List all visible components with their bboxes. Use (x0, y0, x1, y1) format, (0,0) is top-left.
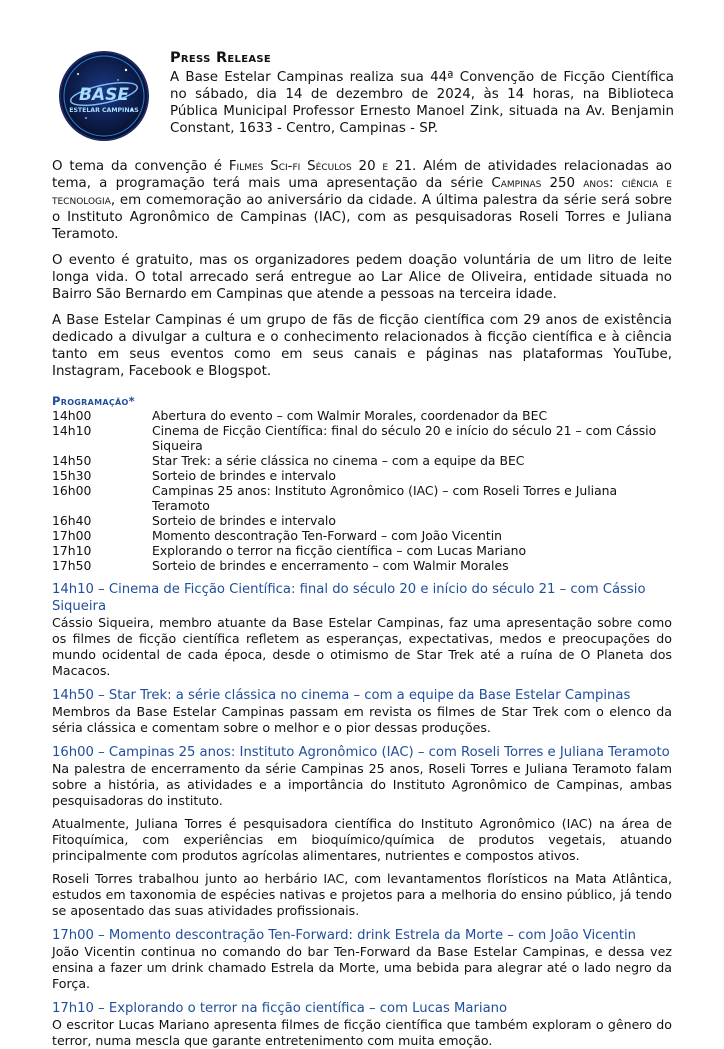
about-paragraph: A Base Estelar Campinas é um grupo de fãs de ficção científica com 29 anos de existência dedicado a divulgar a cultura e o conhecimento relacionados à ficção científica e à ciência tanto em seus eventos como em seus canais e páginas nas plataformas YouTube, Instagram, Facebook e Blogspot. (52, 313, 672, 379)
section-title: 14h50 – Star Trek: a série clássica no cinema – com a equipe da Base Estelar Campinas (52, 688, 631, 703)
section-body: O escritor Lucas Mariano apresenta filmes de ficção científica que também exploram o gênero do terror, numa mescla que garante entretenimento com muita emoção. (52, 1017, 672, 1048)
logo-text-top: BASE (79, 85, 129, 105)
header-text (170, 50, 674, 137)
program-section (52, 927, 672, 992)
header (52, 50, 672, 158)
section-title: 16h00 – Campinas 25 anos: Instituto Agronômico (IAC) – com Roseli Torres e Juliana Teramoto (52, 745, 670, 760)
program-title: Programação* (52, 394, 135, 408)
theme-text-a: O tema da convenção é (52, 159, 229, 174)
program-section (52, 687, 672, 736)
program-time: 14h50 (52, 453, 92, 468)
program-section (52, 581, 672, 679)
program-time: 16h40 (52, 513, 92, 528)
program-row (52, 513, 672, 528)
section-title: 14h10 – Cinema de Ficção Científica: final do século 20 e início do século 21 – com Cássio Siqueira (52, 582, 646, 614)
theme-name: Filmes Sci-fi Séculos 20 e 21 (228, 159, 412, 174)
theme-paragraph (52, 158, 672, 243)
program-time: 17h10 (52, 543, 92, 558)
section-body: João Vicentin continua no comando do bar Ten-Forward da Base Estelar Campinas, e dessa vez ensina a fazer um drink chamado Estrela da Morte, uma bebida para alegrar até o lado negro da Força. (52, 944, 672, 991)
intro-paragraph: A Base Estelar Campinas realiza sua 44ª Convenção de Ficção Científica no sábado, dia 14 de dezembro de 2024, às 14 horas, na Biblioteca Pública Municipal Professor Ernesto Manoel Zink, situada na Av. Benjamin Constant, 1633 - Centro, Campinas - SP. (170, 70, 674, 136)
program-description: Cinema de Ficção Científica: final do século 20 e início do século 21 – com Cássio Siqueira (152, 423, 657, 453)
sections (52, 581, 672, 1049)
program-time: 14h10 (52, 423, 92, 438)
program-row (52, 528, 672, 543)
program-description: Campinas 25 anos: Instituto Agronômico (IAC) – com Roseli Torres e Juliana Teramoto (152, 483, 618, 513)
program-time: 16h00 (52, 483, 92, 498)
program-row (52, 408, 672, 423)
series-name: Campinas 250 anos: ciência e tecnologia (52, 176, 672, 208)
donation-paragraph: O evento é gratuito, mas os organizadores pedem doação voluntária de um litro de leite longa vida. O total arrecado será entregue ao Lar Alice de Oliveira, entidade situada no Bairro São Bernardo em Campinas que atende a pessoas na terceira idade. (52, 253, 672, 302)
press-release-title: Press Release (170, 50, 272, 66)
program-row (52, 543, 672, 558)
program-time: 17h00 (52, 528, 92, 543)
logo-graphic (58, 50, 150, 142)
logo-text-bottom: ESTELAR CAMPINAS (69, 107, 139, 114)
section-body: Atualmente, Juliana Torres é pesquisadora científica do Instituto Agronômico (IAC) na área de Fitoquímica, com experiências em bioquímico/química de produtos vegetais, atuando principalmente com produtos agrícolas alimentares, nutrientes e compostos ativos. (52, 816, 672, 863)
section-body: Membros da Base Estelar Campinas passam em revista os filmes de Star Trek com o elenco da séria clássica e comentam sobre o melhor e o pior dessas produções. (52, 704, 672, 735)
program-time: 15h30 (52, 468, 92, 483)
section-body: Na palestra de encerramento da série Campinas 25 anos, Roseli Torres e Juliana Teramoto falam sobre a história, as atividades e a importância do Instituto Agronômico de Campinas, ambas pesquisadoras do instituto. (52, 761, 672, 808)
program-description: Sorteio de brindes e intervalo (152, 513, 336, 528)
program-description: Explorando o terror na ficção científica – com Lucas Mariano (152, 543, 527, 558)
program-description: Sorteio de brindes e encerramento – com Walmir Morales (152, 558, 509, 573)
program-row (52, 423, 672, 453)
program-description: Abertura do evento – com Walmir Morales, coordenador da BEC (152, 408, 548, 423)
program-time: 14h00 (52, 408, 92, 423)
program-description: Star Trek: a série clássica no cinema – com a equipe da BEC (152, 453, 525, 468)
program-table (52, 408, 672, 573)
section-body: Roseli Torres trabalhou junto ao herbário IAC, com levantamentos florísticos na Mata Atlântica, estudos em taxonomia de espécies nativas e projetos para a melhoria do ensino público, já tendo se aposentado das suas atividades profissionais. (52, 871, 672, 918)
section-title: 17h00 – Momento descontração Ten-Forward: drink Estrela da Morte – com João Vicentin (52, 928, 637, 943)
theme-text-b: . Além de atividades relacionadas ao tema, a programação terá mais uma apresentação da série (52, 159, 673, 191)
program-row (52, 468, 672, 483)
base-estelar-logo (58, 50, 150, 142)
program-section (52, 1000, 672, 1049)
section-body: Cássio Siqueira, membro atuante da Base Estelar Campinas, faz uma apresentação sobre como os filmes de ficção científica refletem as esperanças, expectativas, medos e preocupações do mundo ocidental de cada época, desde o otimismo de Star Trek até a ruína de O Planeta dos Macacos. (52, 615, 672, 678)
theme-text-c: , em comemoração ao aniversário da cidade. A última palestra da série será sobre o Instituto Agronômico de Campinas (IAC), com as pesquisadoras Roseli Torres e Juliana Teramoto. (52, 193, 672, 242)
program-section (52, 744, 672, 919)
program-row (52, 558, 672, 573)
section-title: 17h10 – Explorando o terror na ficção científica – com Lucas Mariano (52, 1001, 508, 1016)
program-row (52, 453, 672, 468)
program-description: Sorteio de brindes e intervalo (152, 468, 336, 483)
program-row (52, 483, 672, 513)
program-time: 17h50 (52, 558, 92, 573)
press-release-page (52, 50, 672, 1049)
program-description: Momento descontração Ten-Forward – com João Vicentin (152, 528, 503, 543)
